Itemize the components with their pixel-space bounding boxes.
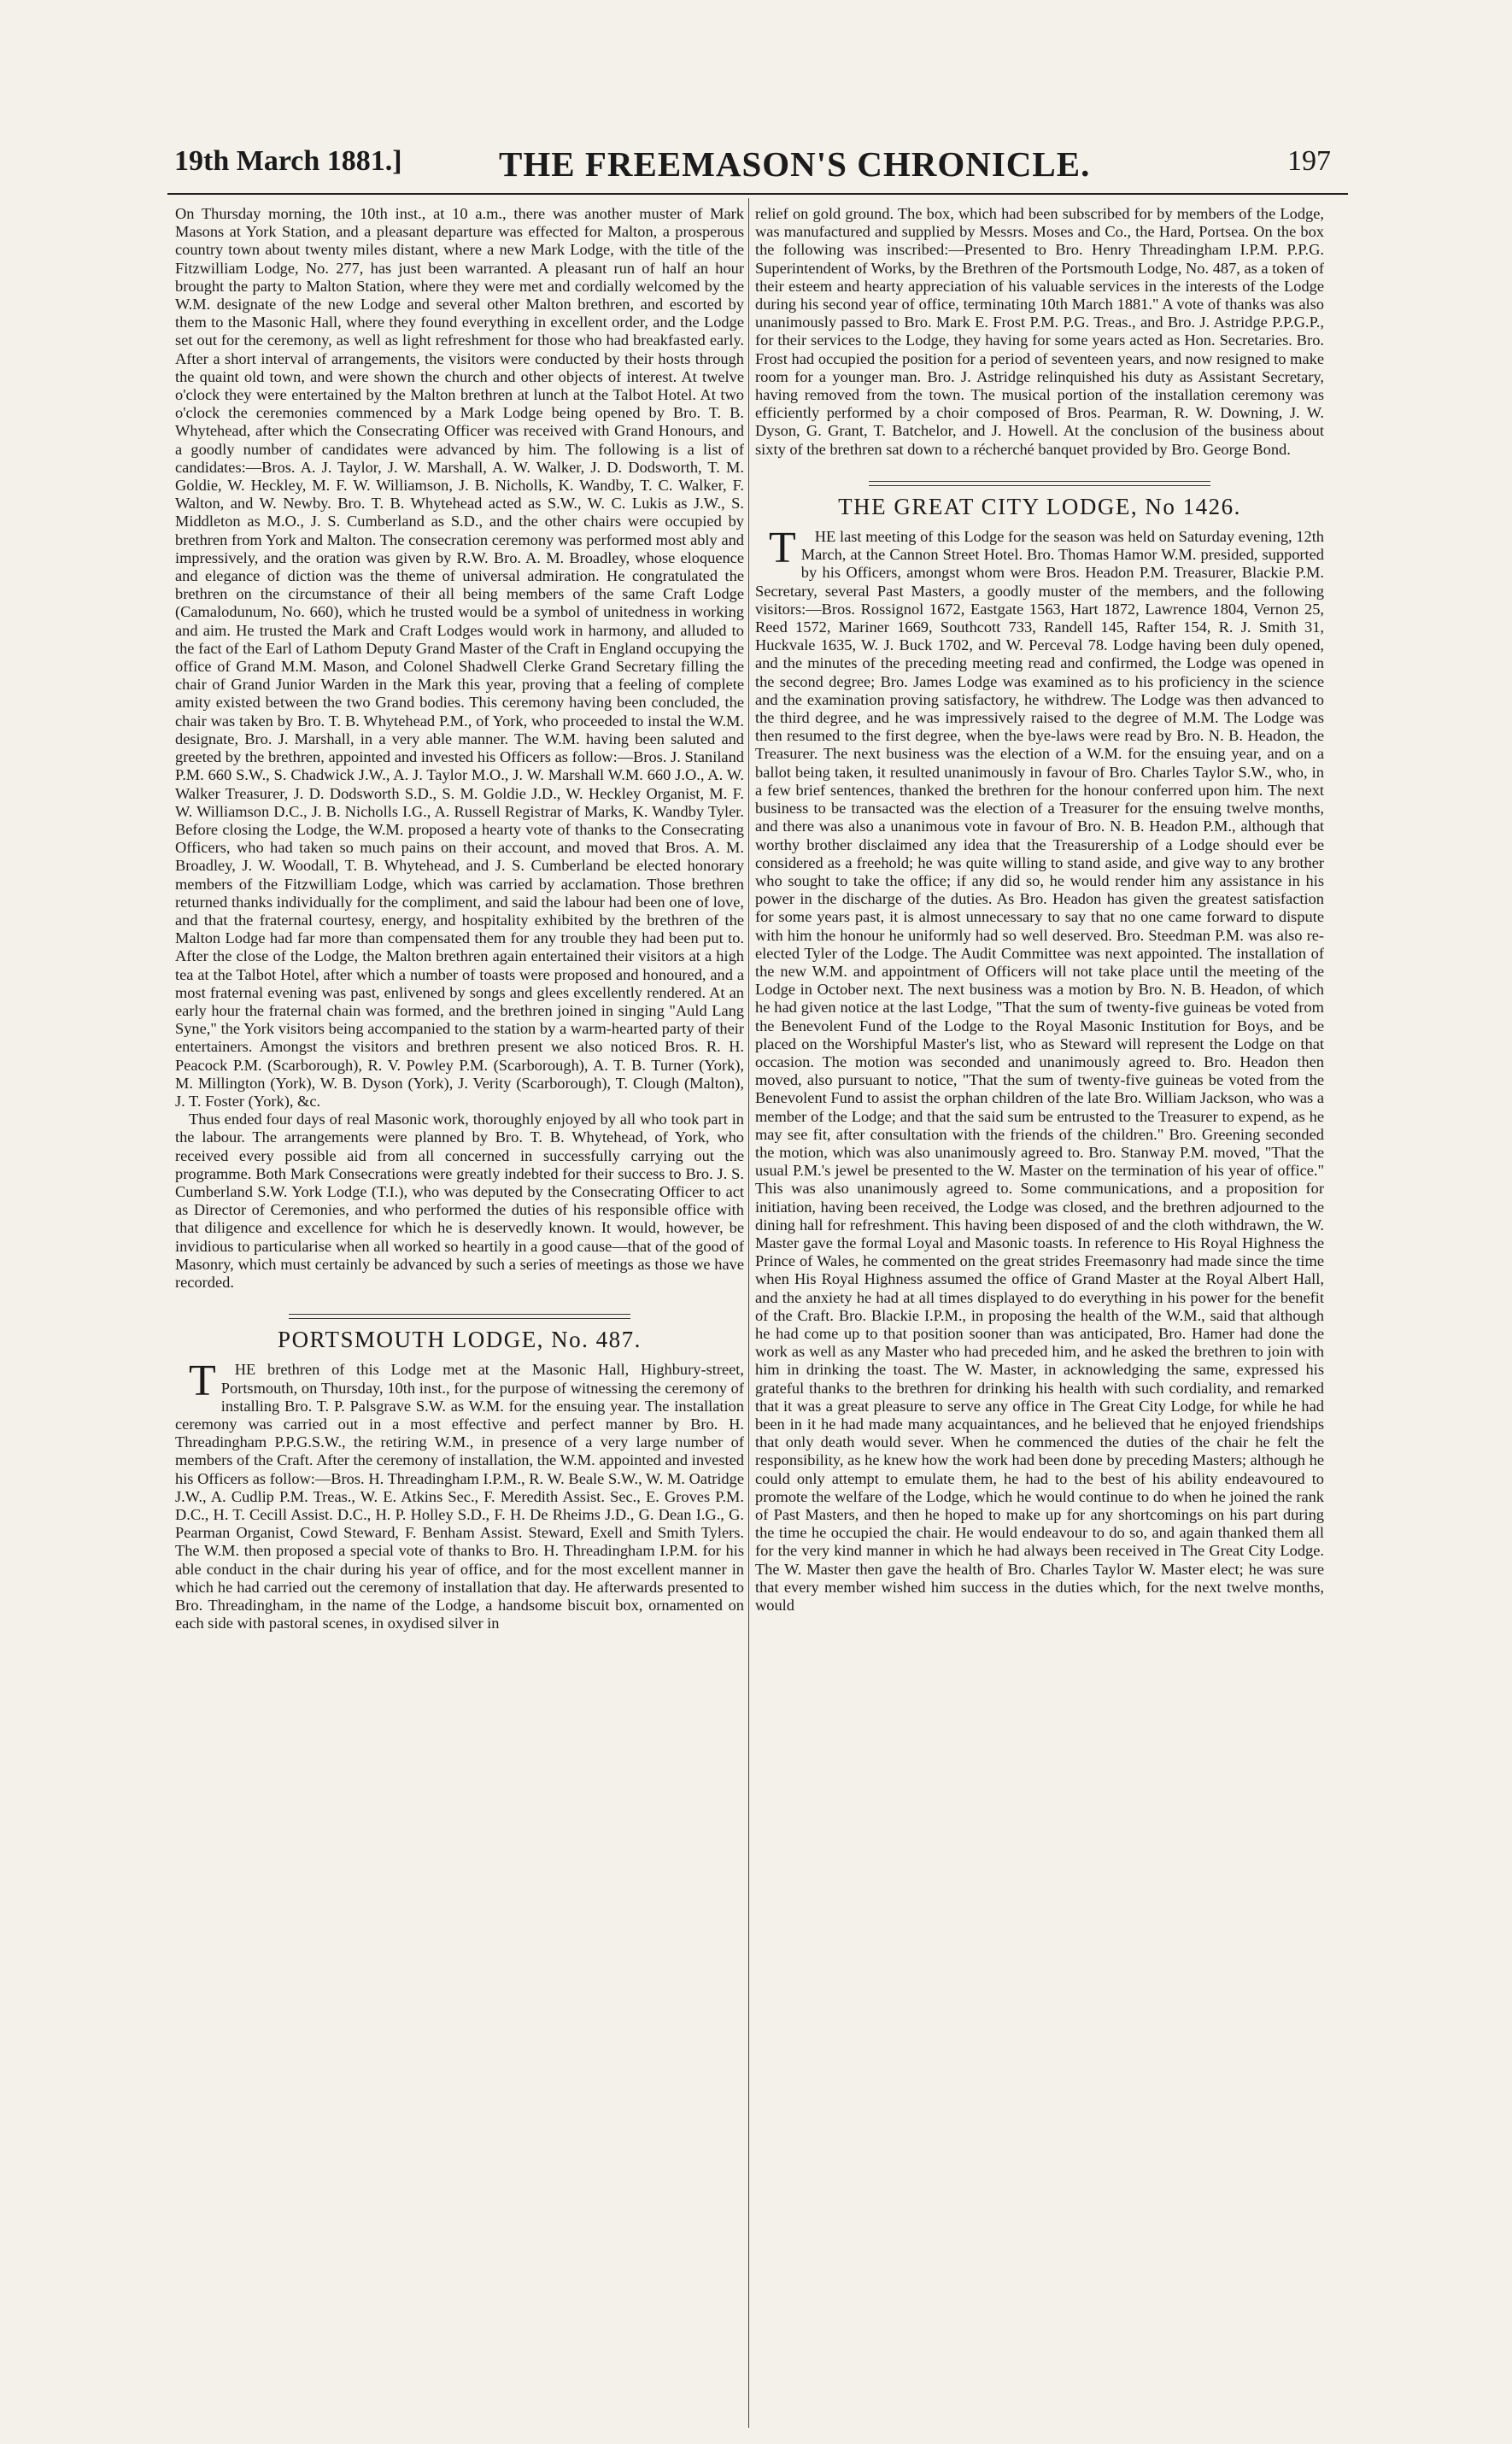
right-column	[755, 205, 1324, 2426]
section-heading: THE GREAT CITY LODGE, No 1426.	[838, 493, 1241, 519]
paragraph-text: HE brethren of this Lodge met at the Masonic Hall, Highbury-street, Portsmouth, on Thursday, 10th inst., for the purpose of witnessing the ceremony of installing Bro. T. P. Palsgrave S.W. as W.M. for the ensuing year. The installation ceremony was carried out in a most effective and perfect manner by Bro. H. Threadingham P.P.G.S.W., the retiring W.M., in presence of a very large number of members of the Craft. After the ceremony of installation, the W.M. appointed and invested his Officers as follow:—Bros. H. Threadingham I.P.M., R. W. Beale S.W., W. M. Oatridge J.W., A. Cudlip P.M. Treas., W. E. Atkins Sec., F. Meredith Assist. Sec., E. Groves P.M. D.C., H. T. Cecill Assist. D.C., H. P. Holley S.D., F. H. De Rheims J.D., G. Dean I.G., G. Pearman Organist, Cowd Steward, F. Benham Assist. Steward, Exell and Smith Tylers. The W.M. then proposed a special vote of thanks to Bro. H. Threadingham I.P.M. for his able conduct in the chair during his year of office, and for the most excellent manner in which he had carried out the ceremony of installation that day. He afterwards presented to Bro. Threadingham, in the name of the Lodge, a handsome biscuit box, ornamented on each side with pastoral scenes, in oxydised silver in	[175, 1361, 744, 1632]
publication-title: THE FREEMASON'S CHRONICLE.	[499, 144, 1091, 184]
left-column	[175, 205, 744, 2426]
column-divider	[748, 198, 749, 2428]
article-paragraph	[175, 1357, 744, 1632]
page-number: 197	[1287, 145, 1331, 177]
article-paragraph	[755, 524, 1324, 1615]
masthead-rule	[167, 193, 1348, 195]
article-paragraph: relief on gold ground. The box, which had been subscribed for by members of the Lodge, was manufactured and supplied by Messrs. Moses and Co., the Hard, Portsea. On the box the following was inscribed:—Presented to Bro. Henry Threadingham I.P.M. P.P.G. Superintendent of Works, by the Brethren of the Portsmouth Lodge, No. 487, as a token of their esteem and hearty appreciation of his valuable services in the interests of the Lodge during his second year of office, terminating 10th March 1881." A vote of thanks was also unanimously passed to Bro. Mark E. Frost P.M. P.G. Treas., and Bro. J. Astridge P.P.G.P., for their services to the Lodge, they having for some years acted as Hon. Secretaries. Bro. Frost had occupied the position for a period of seventeen years, and now resigned to make room for a younger man. Bro. J. Astridge relinquished his duty as Assistant Secretary, having removed from the town. The musical portion of the installation ceremony was efficiently performed by a choir composed of Bros. Pearman, R. W. Downing, J. W. Dyson, G. Grant, T. Batchelor, and J. Howell. At the conclusion of the business about sixty of the brethren sat down to a récherché banquet provided by Bro. George Bond.	[755, 205, 1324, 458]
masthead	[167, 144, 1348, 188]
article-paragraph: Thus ended four days of real Masonic work, thoroughly enjoyed by all who took part in the labour. The arrangements were planned by Bro. T. B. Whytehead, of York, who received every possible aid from all concerned in successfully carrying out the programme. Both Mark Consecrations were greatly indebted for their success to Bro. J. S. Cumberland S.W. York Lodge (T.I.), who was deputed by the Consecrating Officer to act as Director of Ceremonies, and who performed the duties of his responsible office with that diligence and excellence for which he is deservedly known. It would, however, be invidious to particularise when all worked so heartily in a good cause—that of the good of Masonry, which must certainly be advanced by such a series of meetings as those we have recorded.	[175, 1111, 744, 1291]
section-heading: PORTSMOUTH LODGE, No. 487.	[278, 1327, 642, 1353]
drop-cap: T	[769, 524, 796, 573]
section-separator	[869, 481, 1210, 486]
paragraph-text: HE last meeting of this Lodge for the season was held on Saturday evening, 12th March, at the Cannon Street Hotel. Bro. Thomas Hamor W.M. presided, supported by his Officers, amongst whom were Bros. Headon P.M. Treasurer, Blackie P.M. Secretary, several Past Masters, a goodly muster of the members, and the following visitors:—Bros. Rossignol 1672, Eastgate 1563, Hart 1872, Lawrence 1804, Vernon 25, Reed 1572, Mariner 1669, Southcott 733, Randell 145, Rafter 154, R. J. Smith 31, Huckvale 1635, W. J. Buck 1702, and W. Perceval 78. Lodge having been duly opened, and the minutes of the preceding meeting read and confirmed, the Lodge was opened in the second degree; Bro. James Lodge was examined as to his proficiency in the science and the examination proving satisfactory, he withdrew. The Lodge was then advanced to the third degree, and he was impressively raised to the degree of M.M. The Lodge was then resumed to the first degree, when the bye-laws were read by Bro. N. B. Headon, the Treasurer. The next business was the election of a W.M. for the ensuing year, and on a ballot being taken, it resulted unanimously in favour of Bro. Charles Taylor S.W., who, in a few brief sentences, thanked the brethren for the honour conferred upon him. The next business to be transacted was the election of a Treasurer for the ensuing twelve months, and there was also a unanimous vote in favour of Bro. N. B. Headon P.M., although that worthy brother disclaimed any idea that the Treasurership of a Lodge should ever be considered as a freehold; he was quite willing to stand aside, and give way to any brother who sought to take the office; if any did so, he would render him any assistance in his power in the discharge of the duties. As Bro. Headon has given the greatest satisfaction for some years past, it is almost unnecessary to say that no one came forward to dispute with him the honour he uniformly had so well deserved. Bro. Steedman P.M. was also re-elected Tyler of the Lodge. The Audit Committee was next appointed. The installation of the new W.M. and appointment of Officers will not take place until the meeting of the Lodge in October next. The next business was a motion by Bro. N. B. Headon, of which he had given notice at the last Lodge, "That the sum of twenty-five guineas be voted from the Benevolent Fund of the Lodge to the Royal Masonic Institution for Boys, and be placed on the Worshipful Master's list, who as Steward will represent the Lodge on that occasion. The motion was seconded and unanimously agreed to. Bro. Headon then moved, also pursuant to notice, "That the sum of twenty-five guineas be voted from the Benevolent Fund to assist the orphan children of the late Bro. William Jackson, who was a member of the Lodge; and that the said sum be entrusted to the Treasurer to expend, as he may see fit, after consultation with the friends of the children." Bro. Greening seconded the motion, which was also unanimously agreed to. Bro. Stanway P.M. moved, "That the usual P.M.'s jewel be presented to the W. Master on the termination of his year of office." This was also unanimously agreed to. Some communications, and a proposition for initiation, having been received, the Lodge was closed, and the brethren adjourned to the dining hall for refreshment. This having been disposed of and the cloth withdrawn, the W. Master gave the formal Loyal and Masonic toasts. In reference to His Royal Highness the Prince of Wales, he commented on the great strides Freemasonry had made since the time when His Royal Highness assumed the office of Grand Master at the Royal Albert Hall, and the anxiety he had at all times displayed to do everything in his power for the benefit of the Craft. Bro. Blackie I.P.M., in proposing the health of the W.M., said that although he had come up to that position sooner than was anticipated, Bro. Hamer had done the work as well as any Master who had preceded him, and he asked the brethren to join with him in drinking the toast. The W. Master, in acknowledging the same, expressed his grateful thanks to the brethren for drinking his health with such cordiality, and remarked that it was a great pleasure to serve any office in The Great City Lodge, for while he had been in it he had made many acquaintances, and he believed that he enjoyed friendships that only death would sever. When he commenced the duties of the chair he felt the responsibility, as he knew how the work had been done by preceding Masters; although he could only attempt to emulate them, he had to the best of his ability endeavoured to promote the welfare of the Lodge, which he would continue to do when he joined the rank of Past Masters, and then he hoped to make up for any shortcomings on his part during the time he occupied the chair. He would endeavour to do so, and again thanked them all for the very kind manner in which he had always been received in The Great City Lodge. The W. Master then gave the health of Bro. Charles Taylor W. Master elect; he was sure that every member wished him success in the duties which, for the next twelve months, would	[755, 528, 1324, 1615]
issue-date: 19th March 1881.]	[174, 145, 402, 177]
drop-cap: T	[189, 1357, 216, 1406]
section-separator	[289, 1314, 630, 1319]
article-paragraph: On Thursday morning, the 10th inst., at 10 a.m., there was another muster of Mark Masons at York Station, and a pleasant departure was effected for Malton, a prosperous country town about twenty miles distant, where a new Mark Lodge, with the title of the Fitzwilliam Lodge, No. 277, has just been warranted. A pleasant run of half an hour brought the party to Malton Station, where they were met and cordially welcomed by the W.M. designate of the new Lodge and several other Malton brethren, and escorted by them to the Masonic Hall, where they found everything in excellent order, and the Lodge set out for the ceremony, as well as light refreshment for those who had breakfasted early. After a short interval of arrangements, the visitors were conducted by their hosts through the quaint old town, and were shown the church and other objects of interest. At twelve o'clock they were entertained by the Malton brethren at lunch at the Talbot Hotel. At two o'clock the ceremonies commenced by a Mark Lodge being opened by Bro. T. B. Whytehead, after which the Consecrating Officer was received with Grand Honours, and a goodly number of candidates were advanced by him. The following is a list of candidates:—Bros. A. J. Taylor, J. W. Marshall, A. W. Walker, J. D. Dodsworth, T. M. Goldie, W. Heckley, M. F. W. Williamson, J. B. Nicholls, K. Wandby, T. C. Walker, F. Walton, and W. Newby. Bro. T. B. Whytehead acted as S.W., W. C. Lukis as J.W., S. Middleton as M.O., J. S. Cumberland as S.D., and the other chairs were occupied by brethren from York and Malton. The consecration ceremony was performed most ably and impressively, and the oration was given by R.W. Bro. A. M. Broadley, whose eloquence and elegance of diction was the theme of universal admiration. He congratulated the brethren on the circumstance of their all being members of the same Craft Lodge (Camalodunum, No. 660), which he trusted would be a symbol of unitedness in working and aim. He trusted the Mark and Craft Lodges would work in harmony, and alluded to the fact of the Earl of Lathom Deputy Grand Master of the Craft in England occupying the office of Grand M.M. Mason, and Colonel Shadwell Clerke Grand Secretary filling the chair of Grand Junior Warden in the Mark this year, proving that a feeling of complete amity existed between the two Grand bodies. This ceremony having been concluded, the chair was taken by Bro. T. B. Whytehead P.M., of York, who proceeded to instal the W.M. designate, Bro. J. Marshall, in a very able manner. The W.M. having been saluted and greeted by the brethren, appointed and invested his Officers as follow:—Bros. J. Staniland P.M. 660 S.W., S. Chadwick J.W., A. J. Taylor M.O., J. W. Marshall W.M. 660 J.O., A. W. Walker Treasurer, J. D. Dodsworth S.D., S. M. Goldie J.D., W. Heckley Organist, M. F. W. Williamson D.C., J. B. Nicholls I.G., A. Russell Registrar of Marks, K. Wandby Tyler. Before closing the Lodge, the W.M. proposed a hearty vote of thanks to the Consecrating Officers, who had taken so much pains on their account, and moved that Bros. A. M. Broadley, J. W. Woodall, T. B. Whytehead, and J. S. Cumberland be elected honorary members of the Fitzwilliam Lodge, which was carried by acclamation. Those brethren returned thanks individually for the compliment, and said the labour had been one of love, and that the fraternal courtesy, energy, and hospitality exhibited by the brethren of the Malton Lodge had far more than compensated them for any trouble they had been put to. After the close of the Lodge, the Malton brethren again entertained their visitors at a high tea at the Talbot Hotel, after which a number of toasts were proposed and honoured, and a most fraternal evening was past, enlivened by songs and glees excellently rendered. At an early hour the fraternal chain was formed, and the brethren joined in singing "Auld Lang Syne," the York visitors being accompanied to the station by a warm-hearted party of their entertainers. Amongst the visitors and brethren present we also noticed Bros. R. H. Peacock P.M. (Scarborough), R. V. Powley P.M. (Scarborough), A. T. B. Turner (York), M. Millington (York), W. B. Dyson (York), J. Verity (Scarborough), T. Clough (Malton), J. T. Foster (York), &c.	[175, 205, 744, 1110]
